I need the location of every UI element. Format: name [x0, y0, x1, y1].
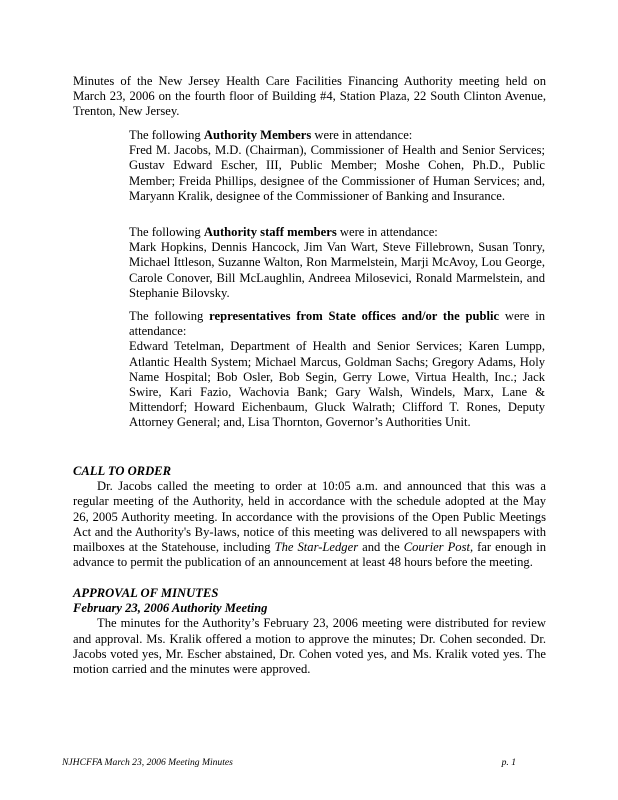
members-attendance: [129, 128, 545, 204]
page-number: p. 1: [501, 757, 516, 768]
courier-post-title: Courier Post,: [403, 540, 474, 555]
staff-attendance: [129, 225, 545, 301]
representatives-label: representatives from State offices and/or the public: [209, 309, 500, 323]
representatives-names: Edward Tetelman, Department of Health and Senior Services; Karen Lumpp, Atlantic Health System; Michael Marcus, Goldman Sachs; Gregory Adams, Holy Name Hospital; Bob Osler, Bob Segin, Gerry Lowe, Virtua Health, Inc.; Jack Swire, Kari Fazio, Wachovia Bank; Gary Walsh, Windels, Marx, Lane & Mittendorf; Howard Eichenbaum, Gluck Walrath; Clifford T. Rones, Deputy Attorney General; and, Lisa Thornton, Governor’s Authorities Unit.: [129, 339, 545, 430]
call-to-order-heading: CALL TO ORDER: [73, 464, 171, 478]
intro-paragraph: Minutes of the New Jersey Health Care Facilities Financing Authority meeting held on March 23, 2006 on the fourth floor of Building #4, Station Plaza, 22 South Clinton Avenue, Trenton, New Jersey.: [73, 74, 546, 119]
approval-heading: APPROVAL OF MINUTES: [73, 586, 219, 600]
call-to-order-section: [73, 464, 546, 570]
approval-subheading: February 23, 2006 Authority Meeting: [73, 601, 268, 616]
star-ledger-title: The Star-Ledger: [274, 540, 359, 555]
staff-names: Mark Hopkins, Dennis Hancock, Jim Van Wart, Steve Fillebrown, Susan Tonry, Michael Ittleson, Suzanne Walton, Ron Marmelstein, Marji McAvoy, Lou George, Carole Conover, Bill McLaughlin, Andreea Milosevici, Ronald Marmelstein, and Stephanie Bilovsky.: [129, 240, 545, 300]
representatives-attendance: [129, 309, 545, 431]
footer-title: NJHCFFA March 23, 2006 Meeting Minutes: [62, 757, 233, 768]
approval-of-minutes-section: [73, 586, 546, 677]
members-names: Fred M. Jacobs, M.D. (Chairman), Commissioner of Health and Senior Services; Gustav Edward Escher, III, Public Member; Moshe Cohen, Ph.D., Public Member; Freida Phillips, designee of the Commissioner of Human Services; and, Maryann Kralik, designee of the Commissioner of Banking and Insurance.: [129, 143, 545, 203]
staff-label: Authority staff members: [203, 225, 337, 239]
members-label: Authority Members: [203, 128, 312, 142]
members-lead: The following Authority Members were in attendance:: [129, 128, 413, 142]
call-to-order-text: Dr. Jacobs called the meeting to order at 10:05 a.m. and announced that this was a regular meeting of the Authority, held in accordance with the schedule adopted at the May 26, 2005 Authority meeting. In accordance with the provisions of the Open Public Meetings Act and the Authority's By-laws, notice of this meeting was delivered to all newspapers with mailboxes at the Statehouse, including The Star-Ledger and the Courier Post, far enough in advance to permit the publication of an announcement at least 48 hours before the meeting.: [73, 479, 547, 570]
approval-text: The minutes for the Authority’s February 23, 2006 meeting were distributed for review and approval. Ms. Kralik offered a motion to approve the minutes; Dr. Cohen seconded. Dr. Jacobs voted yes, Mr. Escher abstained, Dr. Cohen voted yes, and Ms. Kralik voted yes. The motion carried and the minutes were approved.: [73, 616, 546, 677]
representatives-lead: The following representatives from State offices and/or the public were in attendance:: [129, 309, 546, 339]
staff-lead: The following Authority staff members were in attendance:: [129, 225, 438, 239]
